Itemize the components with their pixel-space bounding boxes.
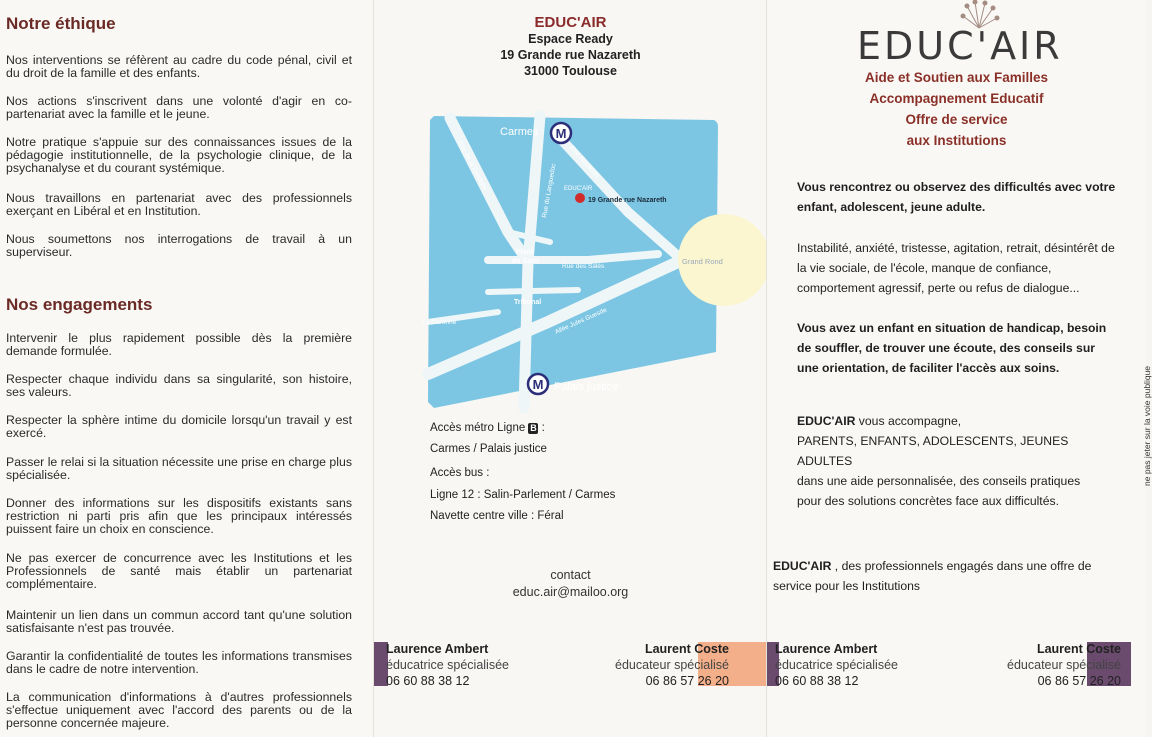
road-minor	[488, 290, 578, 292]
metro-access-label: Accès métro Ligne	[430, 422, 526, 434]
access-map	[422, 112, 723, 408]
person-laurent	[1007, 641, 1121, 689]
inline-text: , des professionnels engagés dans une offre de service pour les Institutions	[773, 559, 1092, 593]
tagline-line: Offre de service	[905, 112, 1008, 127]
engagement-paragraph: La communication d'informations à d'autres professionnels s'effectue uniquement avec l'accord des parents ou de la personne concernée majeure.	[6, 690, 352, 730]
panel3-paragraph: Vous avez un enfant en situation de handicap, besoin de souffler, de trouver une écoute, des conseils sur une orientation, de faciliter l'accès aux soins.	[797, 321, 1107, 375]
ethics-paragraph: Nos actions s'inscrivent dans une volonté d'agir en co-partenariat avec la famille et le jeune.	[6, 94, 352, 121]
map-label-sales: Rue des Salés	[562, 263, 605, 270]
inline-brand: EDUC'AIR	[797, 414, 856, 428]
person-role: éducatrice spécialisée	[386, 658, 509, 672]
ethics-title: Notre éthique	[6, 14, 116, 33]
brand-logo: EDUC'AIR	[857, 24, 1063, 68]
engagement-paragraph: Garantir la confidentialité de toutes les informations transmises dans le cadre de notre intervention.	[6, 649, 352, 676]
metro-carmes-icon	[551, 123, 571, 143]
person-phone[interactable]: 06 60 88 38 12	[775, 674, 859, 688]
person-phone[interactable]: 06 60 88 38 12	[386, 674, 470, 688]
tagline-line: Aide et Soutien aux Familles	[864, 70, 1049, 85]
person-laurence	[775, 641, 898, 689]
address-line: 19 Grande rue Nazareth	[500, 48, 641, 62]
metro-access-suffix: :	[538, 422, 545, 434]
inline-text: pour des solutions concrètes face aux difficultés.	[797, 494, 1059, 508]
inline-text: dans une aide personnalisée, des conseils pratiques	[797, 474, 1081, 488]
engagements-title: Nos engagements	[6, 295, 153, 314]
address-line: 31000 Toulouse	[524, 64, 617, 78]
panel-ethics	[0, 0, 373, 737]
engagement-paragraph: Respecter chaque individu dans sa singularité, son histoire, ses valeurs.	[6, 372, 352, 399]
metro-access	[430, 422, 545, 434]
tagline-line: Accompagnement Educatif	[869, 91, 1044, 106]
person-role: éducateur spécialisé	[1007, 658, 1121, 672]
person-laurent	[615, 641, 729, 689]
map-label-address: 19 Grande rue Nazareth	[588, 197, 667, 204]
map-label-place: Place	[516, 249, 535, 256]
metro-stations: Carmes / Palais justice	[430, 443, 547, 455]
metro-palais-icon	[528, 374, 548, 394]
person-laurence	[386, 641, 509, 689]
person-name: Laurent Coste	[644, 642, 729, 656]
map-label-carmes: Carmes	[500, 126, 539, 138]
person-name: Laurence Ambert	[386, 642, 489, 656]
tagline-line: aux Institutions	[906, 133, 1007, 148]
engagement-paragraph: Ne pas exercer de concurrence avec les Institutions et les Professionnels de santé mais établir un partenariat complémentaire.	[6, 551, 352, 591]
person-role: éducateur spécialisé	[615, 658, 729, 672]
contact-label: contact	[550, 568, 591, 582]
metro-line-badge: B	[530, 423, 537, 433]
person-name: Laurence Ambert	[775, 642, 878, 656]
panel3-paragraph: Vous rencontrez ou observez des difficultés avec votre enfant, adolescent, jeune adulte.	[797, 180, 1116, 214]
ethics-paragraph: Nos interventions se réfèrent au cadre du code pénal, civil et du droit de la famille et des enfants.	[6, 53, 352, 80]
map-label-educair: EDUC'AIR	[564, 186, 593, 192]
map-label-fonderie: Rue de la Fonderie	[456, 139, 489, 192]
person-phone[interactable]: 06 86 57 26 20	[1037, 674, 1121, 688]
ethics-paragraph: Notre pratique s'appuie sur des connaissances issues de la pédagogie institutionnelle, de la psychologie clinique, de la psychanalyse et du courant systémique.	[6, 135, 352, 175]
engagement-paragraph: Passer le relai si la situation nécessite une prise en charge plus spécialisée.	[6, 455, 352, 482]
brand-tagline	[767, 67, 1146, 151]
engagement-paragraph: Intervenir le plus rapidement possible dès la première demande formulée.	[6, 331, 352, 358]
side-note	[1137, 358, 1152, 488]
person-name: Laurent Coste	[1036, 642, 1121, 656]
panel3-paragraph	[773, 556, 1123, 596]
contact-email[interactable]: educ.air@mailoo.org	[512, 585, 629, 599]
map-label-allee: Allée Jules Guesde	[553, 306, 608, 336]
panel3-paragraph	[797, 411, 1117, 511]
map-label-nazareth: Rue Nazareth	[568, 144, 601, 180]
address-block	[374, 14, 767, 79]
map-label-languedoc: Rue du Languedoc	[541, 163, 558, 219]
bus-label: Accès bus :	[430, 467, 490, 479]
bus-line: Ligne 12 : Salin-Parlement / Carmes	[430, 489, 616, 501]
map-label-tribunal: Tribunal	[514, 299, 542, 306]
engagement-paragraph: Maintenir un lien dans un commun accord tant qu'une solution satisfaisante n'est pas trouvée.	[6, 608, 352, 635]
inline-brand: EDUC'AIR	[773, 559, 832, 573]
engagement-paragraph: Donner des informations sur les dispositifs existants sans restriction ni parti pris afin que les principaux intéressés puissent faire un choix en conscience.	[6, 496, 352, 536]
address-line: Espace Ready	[528, 32, 613, 46]
metro-letter: M	[532, 377, 544, 392]
address-brand: EDUC'AIR	[534, 14, 607, 31]
inline-text: vous accompagne,	[855, 414, 962, 428]
panel3-paragraph: Instabilité, anxiété, tristesse, agitation, retrait, désintérêt de la vie sociale, de l'école, manque de confiance, comportement agressif, perte ou refus de dialogue...	[797, 241, 1115, 295]
ethics-paragraph: Nous travaillons en partenariat avec des professionnels exerçant en Libéral et en Institution.	[6, 191, 352, 218]
engagement-paragraph: Respecter la sphère intime du domicile lorsqu'un travail y est exercé.	[6, 413, 352, 440]
map-label-palais: Palais justice	[554, 381, 619, 393]
navette-line: Navette centre ville : Féral	[430, 510, 564, 522]
side-note-text: ne pas jeter sur la voie publique	[1142, 365, 1152, 486]
person-phone[interactable]: 06 86 57 26 20	[645, 674, 729, 688]
location-marker-icon	[575, 193, 585, 203]
contact-block	[374, 567, 767, 601]
person-role: éducatrice spécialisée	[775, 658, 898, 672]
panel-address-map	[373, 0, 767, 737]
metro-letter: M	[555, 126, 567, 141]
map-label-garonne: La Garonne	[422, 319, 457, 326]
panel-brand	[766, 0, 1146, 737]
map-label-salin: du Salin	[512, 258, 540, 265]
ethics-paragraph: Nous soumettons nos interrogations de travail à un superviseur.	[6, 232, 352, 259]
map-label-grand-rond: Grand Rond	[682, 257, 723, 266]
inline-text: PARENTS, ENFANTS, ADOLESCENTS, JEUNES ADULTES	[797, 434, 1069, 468]
